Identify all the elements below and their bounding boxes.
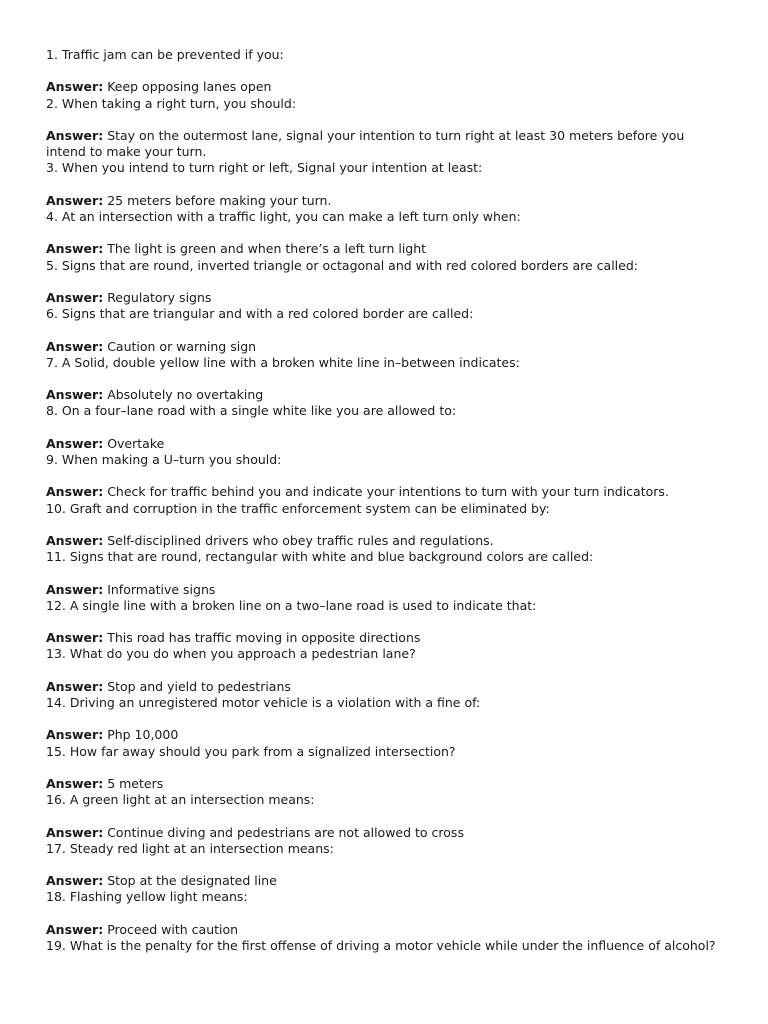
document-body [46,47,721,954]
answer-label: Answer: [46,79,104,95]
qa-item [46,938,721,954]
answer-text: Stop at the designated line [107,873,277,889]
answer-text: Proceed with caution [107,921,239,937]
answer-text: Self-disciplined drivers who obey traffic rules and regulations. [107,532,494,548]
answer-text: Caution or warning sign [107,338,257,354]
answer-line [46,128,721,160]
spacer [46,711,721,727]
answer-label: Answer: [46,824,104,840]
qa-item [46,160,721,209]
spacer [46,371,721,387]
answer-text: Absolutely no overtaking [107,387,264,403]
answer-line [46,922,721,938]
answer-label: Answer: [46,532,104,548]
answer-text: Overtake [107,435,165,451]
question-text: 12. A single line with a broken line on a two–lane road is used to indicate that: [46,597,537,613]
answer-text: Php 10,000 [107,727,179,743]
answer-text: Regulatory signs [107,289,212,305]
qa-item [46,792,721,841]
question-text: 16. A green light at an intersection means: [46,792,315,808]
answer-label: Answer: [46,435,104,451]
answer-label: Answer: [46,338,104,354]
answer-text: This road has traffic moving in opposite directions [107,630,421,646]
answer-line [46,825,721,841]
answer-label: Answer: [46,678,104,694]
qa-item [46,96,721,161]
answer-label: Answer: [46,387,104,403]
qa-item [46,209,721,258]
spacer [46,663,721,679]
question-text: 18. Flashing yellow light means: [46,889,248,905]
question-text: 7. A Solid, double yellow line with a broken white line in–between indicates: [46,354,520,370]
spacer [46,63,721,79]
answer-text: Check for traffic behind you and indicate your intentions to turn with your turn indicators. [107,484,669,500]
spacer [46,274,721,290]
answer-line [46,776,721,792]
question-text: 6. Signs that are triangular and with a red colored border are called: [46,306,474,322]
spacer [46,760,721,776]
spacer [46,420,721,436]
answer-label: Answer: [46,775,104,791]
answer-line [46,387,721,403]
question-text: 9. When making a U–turn you should: [46,451,282,467]
spacer [46,112,721,128]
qa-item [46,744,721,793]
spacer [46,468,721,484]
question-text: 14. Driving an unregistered motor vehicle is a violation with a fine of: [46,694,481,710]
question-text: 10. Graft and corruption in the traffic enforcement system can be eliminated by: [46,500,550,516]
question-text: 4. At an intersection with a traffic light, you can make a left turn only when: [46,208,521,224]
answer-line [46,484,721,500]
spacer [46,225,721,241]
answer-text: Informative signs [107,581,216,597]
answer-label: Answer: [46,127,104,143]
answer-label: Answer: [46,873,104,889]
answer-line [46,873,721,889]
answer-line [46,339,721,355]
answer-line [46,630,721,646]
qa-item [46,501,721,550]
answer-label: Answer: [46,192,104,208]
answer-line [46,582,721,598]
qa-item [46,598,721,647]
answer-text: Stop and yield to pedestrians [107,678,291,694]
answer-label: Answer: [46,289,104,305]
answer-label: Answer: [46,727,104,743]
answer-text: Keep opposing lanes open [107,79,272,95]
answer-line [46,679,721,695]
spacer [46,177,721,193]
qa-item [46,549,721,598]
answer-label: Answer: [46,921,104,937]
answer-text: The light is green and when there’s a left turn light [107,241,427,257]
answer-text: 25 meters before making your turn. [107,192,332,208]
qa-item [46,355,721,404]
answer-line [46,193,721,209]
qa-item [46,452,721,501]
spacer [46,517,721,533]
answer-line [46,727,721,743]
answer-line [46,241,721,257]
question-text: 3. When you intend to turn right or left, Signal your intention at least: [46,160,483,176]
qa-item [46,258,721,307]
answer-label: Answer: [46,630,104,646]
spacer [46,322,721,338]
question-text: 2. When taking a right turn, you should: [46,95,297,111]
answer-line [46,533,721,549]
answer-text: Stay on the outermost lane, signal your intention to turn right at least 30 meters before you intend to make your turn. [46,127,685,160]
spacer [46,906,721,922]
qa-item [46,695,721,744]
spacer [46,857,721,873]
answer-line [46,79,721,95]
qa-item [46,889,721,938]
qa-item [46,841,721,890]
qa-item [46,403,721,452]
spacer [46,614,721,630]
question-text: 13. What do you do when you approach a pedestrian lane? [46,646,416,662]
answer-line [46,290,721,306]
question-text: 8. On a four–lane road with a single white like you are allowed to: [46,403,457,419]
spacer [46,808,721,824]
question-text: 15. How far away should you park from a signalized intersection? [46,743,456,759]
question-text: 19. What is the penalty for the first offense of driving a motor vehicle while under the influence of alcohol? [46,937,716,953]
qa-item [46,646,721,695]
answer-label: Answer: [46,581,104,597]
answer-label: Answer: [46,484,104,500]
qa-item [46,306,721,355]
answer-text: Continue diving and pedestrians are not allowed to cross [107,824,464,840]
spacer [46,565,721,581]
question-text: 5. Signs that are round, inverted triangle or octagonal and with red colored borders are called: [46,257,638,273]
question-text: 1. Traffic jam can be prevented if you: [46,47,284,62]
question-text: 11. Signs that are round, rectangular with white and blue background colors are called: [46,549,594,565]
question-text: 17. Steady red light at an intersection means: [46,840,334,856]
answer-label: Answer: [46,241,104,257]
qa-item [46,47,721,96]
answer-line [46,436,721,452]
answer-text: 5 meters [107,775,164,791]
